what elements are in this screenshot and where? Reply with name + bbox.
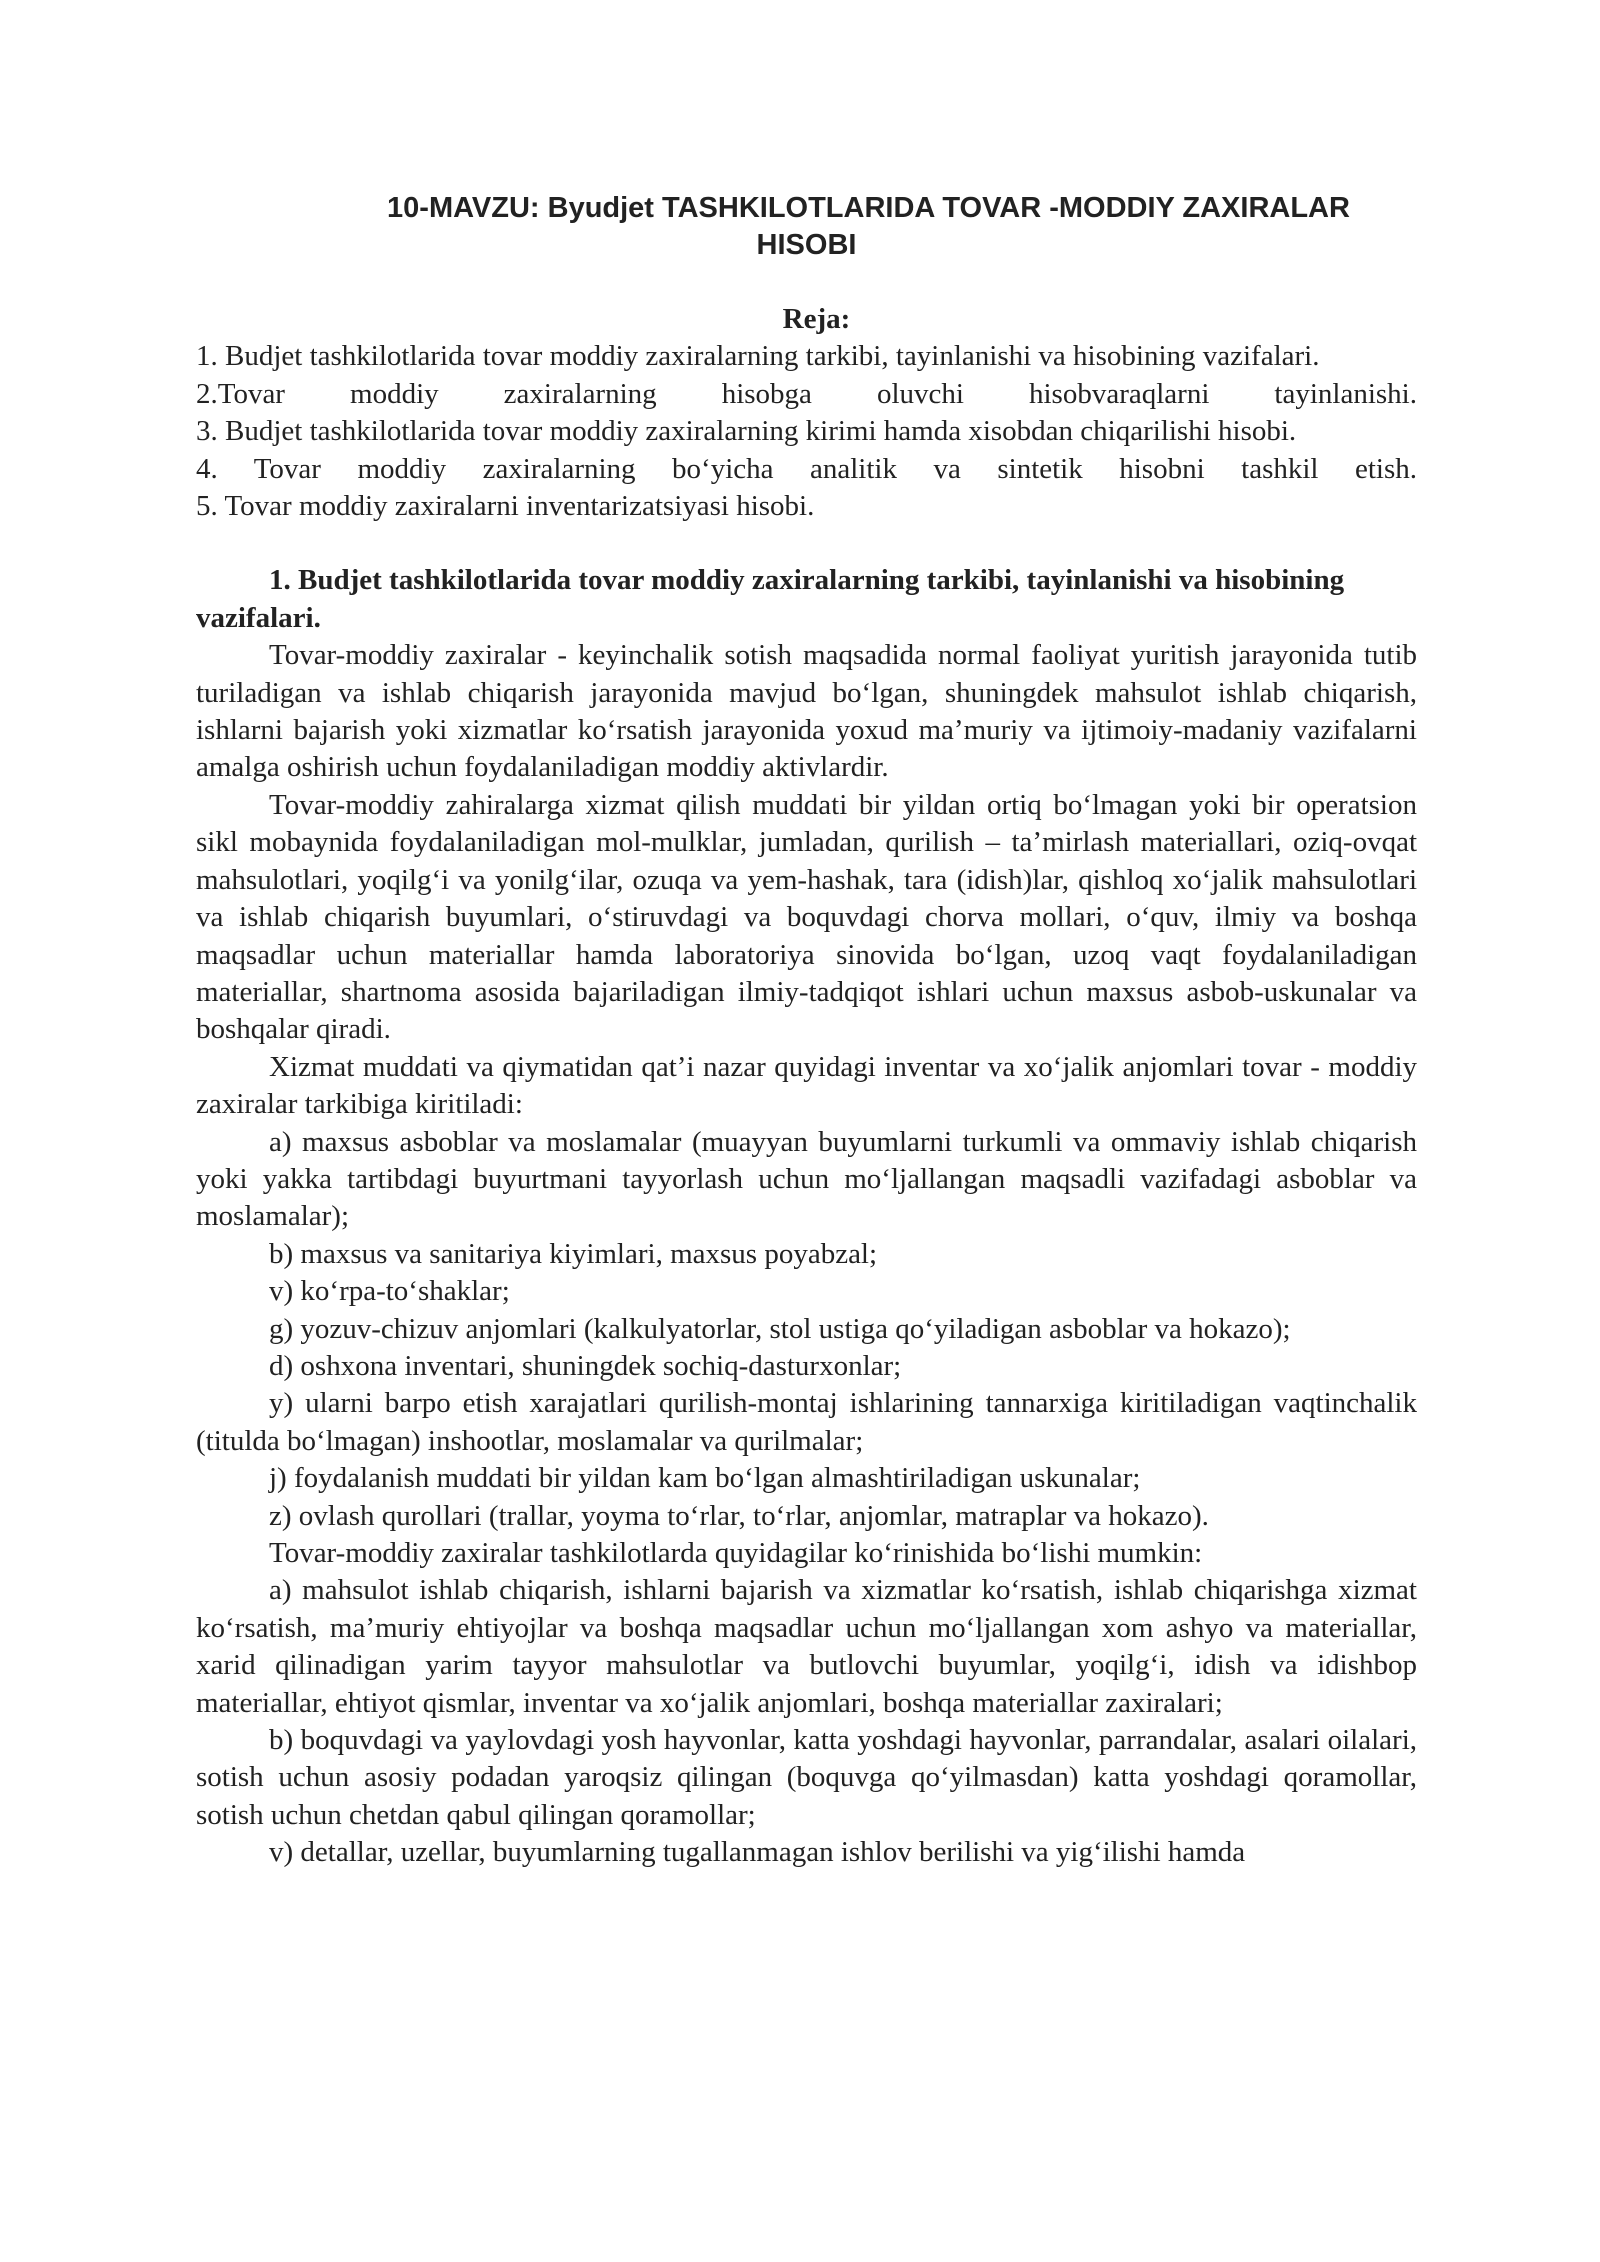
list-item: b) maxsus va sanitariya kiyimlari, maxsus poyabzal; xyxy=(269,1237,878,1270)
title-line-1: 10-MAVZU: Byudjet TASHKILOTLARIDA TOVAR -MODDIY ZAXIRALAR xyxy=(387,192,1350,224)
title-line-2: HISOBI xyxy=(756,229,857,261)
list-item: v) ko‘rpa-to‘shaklar; xyxy=(269,1275,510,1308)
list-item: g) yozuv-chizuv anjomlari (kalkulyatorlar, stol ustiga qo‘yiladigan asboblar va hokazo); xyxy=(269,1312,1291,1345)
paragraph: Xizmat muddati va qiymatidan qat’i nazar quyidagi inventar va xo‘jalik anjomlari tovar - moddiy zaxiralar tarkibiga kiritiladi: xyxy=(196,1050,1417,1121)
paragraph: Tovar-moddiy zaxiralar - keyinchalik sotish maqsadida normal faoliyat yuritish jarayonida tutib turiladigan va ishlab chiqarish jarayonida mavjud bo‘lgan, shuningdek mahsulot ishlab chiqarish, ishlarni bajarish yoki xizmatlar ko‘rsatish jarayonida yoxud ma’muriy va ijtimoiy-madaniy vazifalarni amalga oshirish uchun foydalaniladigan moddiy aktivlardir. xyxy=(196,639,1417,784)
list-item: v) detallar, uzellar, buyumlarning tugallanmagan ishlov berilishi va yig‘ilishi hamda xyxy=(269,1836,1246,1869)
body-text xyxy=(196,637,1417,1871)
list-item: j) foydalanish muddati bir yildan kam bo‘lgan almashtiriladigan uskunalar; xyxy=(269,1462,1141,1495)
plan-heading: Reja: xyxy=(782,303,851,335)
list-item: a) maxsus asboblar va moslamalar (muayyan buyumlarni turkumli va ommaviy ishlab chiqarish yoki yakka tartibdagi buyurtmani tayyorlash uchun mo‘ljallangan maqsadli vazifadagi asboblar va moslamalar); xyxy=(196,1125,1417,1233)
list-item: d) oshxona inventari, shuningdek sochiq-dasturxonlar; xyxy=(269,1349,902,1382)
spacer xyxy=(196,525,1417,562)
plan-item: 4. Tovar moddiy zaxiralarning bo‘yicha analitik va sintetik hisobni tashkil etish. xyxy=(196,452,1417,485)
plan-list xyxy=(196,338,1417,525)
list-item: y) ularni barpo etish xarajatlari qurilish-montaj ishlarining tannarxiga kiritiladigan vaqtinchalik (titulda bo‘lmagan) inshootlar, moslamalar va qurilmalar; xyxy=(196,1387,1417,1457)
list-item: z) ovlash qurollari (trallar, yoyma to‘rlar, to‘rlar, anjomlar, matraplar va hokazo). xyxy=(269,1499,1209,1532)
section-heading: 1. Budjet tashkilotlarida tovar moddiy zaxiralarning tarkibi, tayinlanishi va hisobining vazifalari. xyxy=(196,564,1345,634)
plan-item: 5. Tovar moddiy zaxiralarni inventarizatsiyasi hisobi. xyxy=(196,490,815,523)
document-title xyxy=(196,190,1417,264)
paragraph: Tovar-moddiy zaxiralar tashkilotlarda quyidagilar ko‘rinishida bo‘lishi mumkin: xyxy=(269,1537,1203,1569)
plan-item: 1. Budjet tashkilotlarida tovar moddiy zaxiralarning tarkibi, tayinlanishi va hisobining vazifalari. xyxy=(196,340,1320,373)
plan-item: 3. Budjet tashkilotlarida tovar moddiy zaxiralarning kirimi hamda xisobdan chiqarilishi hisobi. xyxy=(196,415,1297,448)
list-item: b) boquvdagi va yaylovdagi yosh hayvonlar, katta yoshdagi hayvonlar, parrandalar, asalari oilalari, sotish uchun asosiy podadan yaroqsiz qilingan (boquvga qo‘yilmasdan) katta yoshdagi qoramollar, sotish uchun chetdan qabul qilingan qoramollar; xyxy=(196,1724,1417,1831)
list-item: a) mahsulot ishlab chiqarish, ishlarni bajarish va xizmatlar ko‘rsatish, ishlab chiqarishga xizmat ko‘rsatish, ma’muriy ehtiyojlar va boshqa maqsadlar uchun mo‘ljallangan xom ashyo va materiallar, xarid qilinadigan yarim tayyor mahsulotlar va butlovchi buyumlar, yoqilg‘i, idish va idishbop materiallar, ehtiyot qismlar, inventar va xo‘jalik anjomlari, boshqa materiallar zaxiralari; xyxy=(196,1574,1417,1719)
paragraph: Tovar-moddiy zahiralarga xizmat qilish muddati bir yildan ortiq bo‘lmagan yoki bir operatsion sikl mobaynida foydalaniladigan mol-mulklar, jumladan, qurilish – ta’mirlash materiallari, oziq-ovqat mahsulotlari, yoqilg‘i va yonilg‘ilar, ozuqa va yem-hashak, tara (idish)lar, qishloq xo‘jalik mahsulotlari va ishlab chiqarish buyumlari, o‘stiruvdagi va boquvdagi chorva mollari, o‘quv, ilmiy va boshqa maqsadlar uchun materiallar hamda laboratoriya sinovida bo‘lgan, uzoq vaqt foydalaniladigan materiallar, shartnoma asosida bajariladigan ilmiy-tadqiqot ishlari uchun maxsus asbob-uskunalar va boshqalar qiradi. xyxy=(196,788,1417,1046)
plan-item: 2.Tovar moddiy zaxiralarning hisobga oluvchi hisobvaraqlarni tayinlanishi. xyxy=(196,377,1417,410)
